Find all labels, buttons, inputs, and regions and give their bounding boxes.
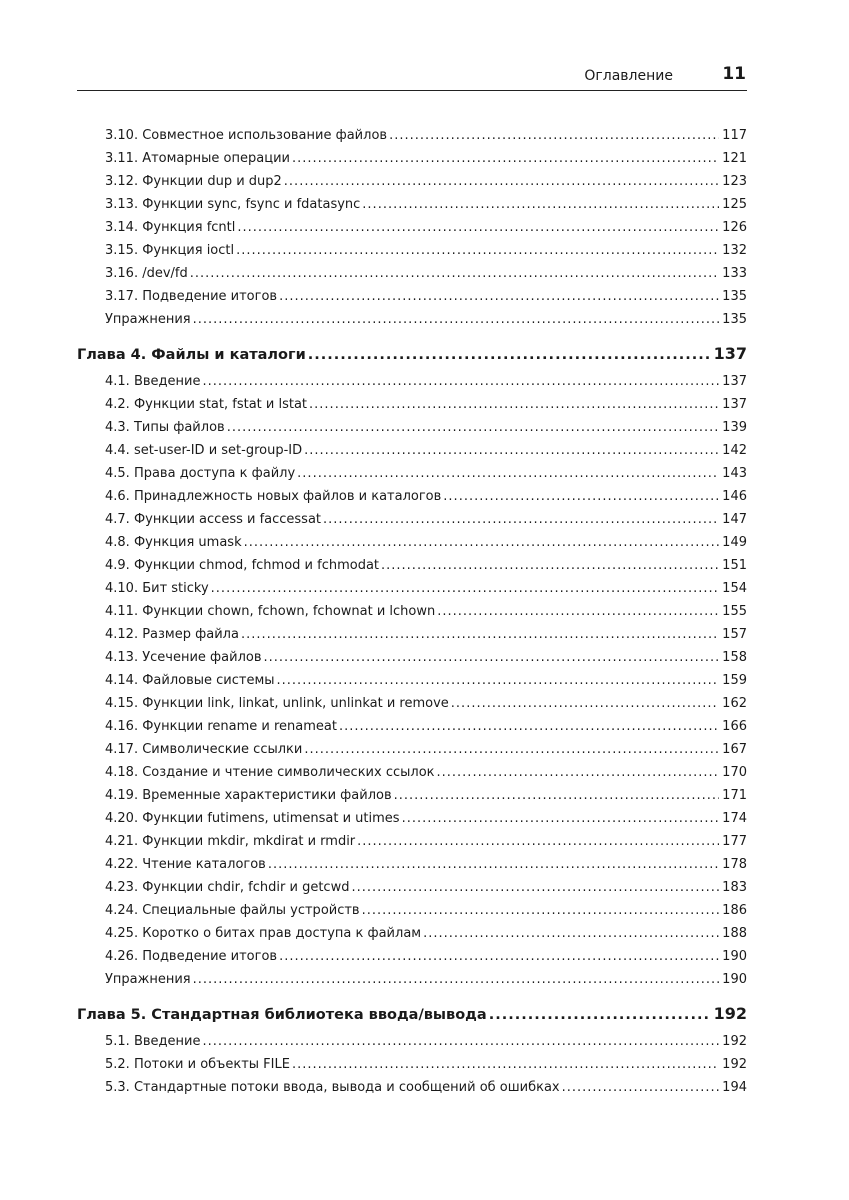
toc-entry-page: 190 [722, 972, 747, 987]
toc-section-entry [77, 285, 747, 308]
toc-entry-title: 4.14. Файловые системы [105, 673, 275, 688]
toc-entry-title: 4.8. Функция umask [105, 535, 242, 550]
toc-entry-title: 3.11. Атомарные операции [105, 151, 290, 166]
toc-section-entry [77, 1053, 747, 1076]
toc-entry-page: 178 [722, 857, 747, 872]
toc-entry-page: 192 [713, 1004, 747, 1023]
toc-dot-leader [351, 876, 719, 899]
toc-entry-page: 151 [722, 558, 747, 573]
toc-dot-leader [237, 216, 719, 239]
toc-section-entry [77, 830, 747, 853]
toc-dot-leader [193, 968, 720, 991]
toc-section-entry [77, 876, 747, 899]
toc-entry-page: 174 [722, 811, 747, 826]
toc-entry-title: 4.10. Бит sticky [105, 581, 209, 596]
toc-entry-page: 190 [722, 949, 747, 964]
toc-section-entry [77, 623, 747, 646]
toc-dot-leader [292, 147, 719, 170]
toc-section-entry [77, 370, 747, 393]
toc-entry-page: 159 [722, 673, 747, 688]
toc-section-entry [77, 262, 747, 285]
toc-entry-page: 137 [722, 397, 747, 412]
toc-section-entry [77, 393, 747, 416]
toc-entry-page: 132 [722, 243, 747, 258]
toc-chapter-entry [77, 1001, 747, 1027]
toc-section-entry [77, 193, 747, 216]
toc-entry-title: 5.3. Стандартные потоки ввода, вывода и сообщений об ошибках [105, 1080, 560, 1095]
toc-dot-leader [211, 577, 720, 600]
toc-dot-leader [339, 715, 719, 738]
toc-entry-title: 3.17. Подведение итогов [105, 289, 278, 304]
toc-entry-title: 3.16. /dev/fd [105, 266, 188, 281]
toc-entry-title: 4.24. Специальные файлы устройств [105, 903, 360, 918]
toc-entry-title: 4.4. set-user-ID и set-group-ID [105, 443, 303, 458]
toc-dot-leader [279, 285, 719, 308]
toc-dot-leader [236, 239, 719, 262]
toc-entry-title: 4.15. Функции link, linkat, unlink, unlinkat и remove [105, 696, 449, 711]
toc-entry-page: 139 [722, 420, 747, 435]
toc-dot-leader [279, 945, 719, 968]
toc-entry-title: Упражнения [105, 312, 191, 327]
toc-section-entry [77, 807, 747, 830]
toc-entry-page: 194 [722, 1080, 747, 1095]
toc-dot-leader [202, 370, 719, 393]
toc-dot-leader [437, 600, 719, 623]
toc-entry-title: Глава 4. Файлы и каталоги [77, 347, 306, 363]
toc-entry-page: 117 [722, 128, 747, 143]
toc-entry-page: 166 [722, 719, 747, 734]
toc-section-entry [77, 761, 747, 784]
toc-dot-leader [277, 669, 720, 692]
toc-section-entry [77, 945, 747, 968]
toc-section-entry [77, 853, 747, 876]
toc-entry-page: 186 [722, 903, 747, 918]
toc-dot-leader [489, 1002, 711, 1027]
toc-section-entry [77, 485, 747, 508]
toc-section-entry [77, 439, 747, 462]
toc-section-entry [77, 216, 747, 239]
toc-entry-title: 4.20. Функции futimens, utimensat и utimes [105, 811, 400, 826]
toc-entry-title: 4.23. Функции chdir, fchdir и getcwd [105, 880, 350, 895]
toc-entry-page: 133 [722, 266, 747, 281]
toc-entry-title: 3.14. Функция fcntl [105, 220, 236, 235]
toc-dot-leader [394, 784, 720, 807]
toc-section-entry [77, 899, 747, 922]
toc-entry-page: 142 [722, 443, 747, 458]
toc-entry-title: 4.6. Принадлежность новых файлов и каталогов [105, 489, 442, 504]
toc-dot-leader [284, 170, 719, 193]
toc-section-entry [77, 531, 747, 554]
toc-section-entry [77, 784, 747, 807]
toc-dot-leader [244, 531, 720, 554]
toc-entry-title: 4.1. Введение [105, 374, 201, 389]
toc-chapter-entry [77, 341, 747, 367]
toc-dot-leader [292, 1053, 719, 1076]
toc-section-entry [77, 147, 747, 170]
toc-entry-page: 171 [722, 788, 747, 803]
toc-entry-title: 4.19. Временные характеристики файлов [105, 788, 392, 803]
toc-entry-page: 154 [722, 581, 747, 596]
toc-entry-title: 4.25. Коротко о битах прав доступа к файлам [105, 926, 422, 941]
toc-dot-leader [402, 807, 720, 830]
toc-entry-page: 135 [722, 312, 747, 327]
toc-dot-leader [304, 738, 719, 761]
toc-section-entry [77, 508, 747, 531]
toc-entry-page: 167 [722, 742, 747, 757]
toc-entry-title: 4.12. Размер файла [105, 627, 239, 642]
toc-entry-page: 147 [722, 512, 747, 527]
toc-section-entry [77, 239, 747, 262]
toc-entry-page: 188 [722, 926, 747, 941]
toc-dot-leader [423, 922, 719, 945]
toc-dot-leader [389, 124, 719, 147]
toc-dot-leader [362, 193, 719, 216]
toc-entry-title: 4.2. Функции stat, fstat и lstat [105, 397, 308, 412]
toc-entry-page: 157 [722, 627, 747, 642]
toc-dot-leader [437, 761, 720, 784]
toc-dot-leader [323, 508, 719, 531]
toc-section-entry [77, 600, 747, 623]
toc-entry-title: 3.13. Функции sync, fsync и fdatasync [105, 197, 361, 212]
toc-entry-title: 4.9. Функции chmod, fchmod и fchmodat [105, 558, 380, 573]
running-header-title: Оглавление [584, 68, 673, 84]
toc-dot-leader [451, 692, 719, 715]
toc-dot-leader [297, 462, 719, 485]
toc-entry-page: 158 [722, 650, 747, 665]
toc-dot-leader [381, 554, 719, 577]
toc-section-entry [77, 170, 747, 193]
toc-entry-title: 4.26. Подведение итогов [105, 949, 278, 964]
toc-section-entry [77, 715, 747, 738]
toc-section-entry [77, 646, 747, 669]
toc-entry-title: 5.2. Потоки и объекты FILE [105, 1057, 290, 1072]
toc-dot-leader [562, 1076, 720, 1099]
toc-dot-leader [241, 623, 719, 646]
toc-dot-leader [264, 646, 720, 669]
toc-dot-leader [304, 439, 719, 462]
toc-section-entry [77, 554, 747, 577]
toc-dot-leader [362, 899, 720, 922]
toc-section-entry [77, 738, 747, 761]
toc-entry-page: 170 [722, 765, 747, 780]
toc-dot-leader [308, 342, 711, 367]
page-header [77, 62, 747, 91]
toc-section-entry [77, 692, 747, 715]
toc-dot-leader [193, 308, 720, 331]
toc-entry-page: 126 [722, 220, 747, 235]
toc-entry-page: 121 [722, 151, 747, 166]
toc-entry-page: 125 [722, 197, 747, 212]
toc-dot-leader [357, 830, 719, 853]
toc-entry-title: 4.18. Создание и чтение символических ссылок [105, 765, 435, 780]
toc-entry-page: 149 [722, 535, 747, 550]
toc-dot-leader [227, 416, 719, 439]
table-of-contents [77, 124, 747, 1099]
toc-entry-page: 146 [722, 489, 747, 504]
toc-entry-title: 4.16. Функции rename и renameat [105, 719, 337, 734]
toc-entry-page: 192 [722, 1034, 747, 1049]
toc-entry-page: 177 [722, 834, 747, 849]
toc-dot-leader [309, 393, 719, 416]
toc-dot-leader [443, 485, 719, 508]
toc-entry-title: 4.3. Типы файлов [105, 420, 225, 435]
toc-entry-title: 4.13. Усечение файлов [105, 650, 262, 665]
toc-entry-page: 162 [722, 696, 747, 711]
toc-entry-title: 4.21. Функции mkdir, mkdirat и rmdir [105, 834, 356, 849]
toc-dot-leader [190, 262, 719, 285]
toc-entry-page: 143 [722, 466, 747, 481]
toc-entry-title: 4.22. Чтение каталогов [105, 857, 266, 872]
toc-section-entry [77, 922, 747, 945]
toc-section-entry [77, 462, 747, 485]
toc-entry-title: 3.12. Функции dup и dup2 [105, 174, 282, 189]
toc-section-entry [77, 416, 747, 439]
toc-entry-page: 137 [722, 374, 747, 389]
toc-section-entry [77, 577, 747, 600]
toc-dot-leader [268, 853, 719, 876]
page-number: 11 [722, 64, 746, 84]
toc-entry-page: 135 [722, 289, 747, 304]
toc-entry-title: 3.15. Функция ioctl [105, 243, 235, 258]
toc-section-entry [77, 669, 747, 692]
toc-entry-page: 183 [722, 880, 747, 895]
toc-entry-title: 4.7. Функции access и faccessat [105, 512, 322, 527]
toc-entry-title: 5.1. Введение [105, 1034, 201, 1049]
toc-entry-page: 192 [722, 1057, 747, 1072]
toc-section-entry [77, 308, 747, 331]
toc-entry-title: 4.11. Функции chown, fchown, fchownat и lchown [105, 604, 436, 619]
toc-section-entry [77, 968, 747, 991]
toc-entry-title: Глава 5. Стандартная библиотека ввода/вывода [77, 1007, 487, 1023]
toc-section-entry [77, 1030, 747, 1053]
toc-entry-title: 4.17. Символические ссылки [105, 742, 303, 757]
toc-dot-leader [202, 1030, 719, 1053]
toc-entry-page: 155 [722, 604, 747, 619]
toc-entry-title: 4.5. Права доступа к файлу [105, 466, 296, 481]
toc-entry-page: 137 [713, 344, 747, 363]
toc-entry-title: Упражнения [105, 972, 191, 987]
toc-section-entry [77, 1076, 747, 1099]
toc-entry-page: 123 [722, 174, 747, 189]
toc-entry-title: 3.10. Совместное использование файлов [105, 128, 388, 143]
toc-section-entry [77, 124, 747, 147]
